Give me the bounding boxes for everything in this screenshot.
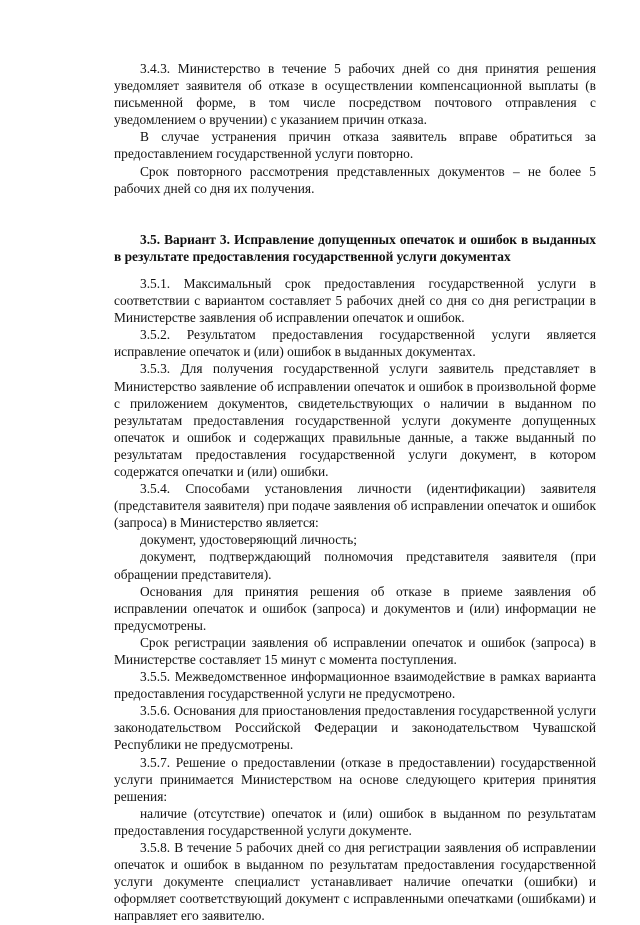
paragraph-3-5-4-identity-doc: документ, удостоверяющий личность;	[140, 532, 357, 548]
heading-spacer	[114, 265, 596, 275]
paragraph-3-5-5: 3.5.5. Межведомственное информационное взаимодействие в рамках варианта предоставления государственной услуги не предусмотрено.	[114, 669, 596, 702]
paragraph-3-5-4-authority-doc: документ, подтверждающий полномочия представителя заявителя (при обращении представителя).	[114, 549, 596, 582]
paragraph-3-5-4: 3.5.4. Способами установления личности (идентификации) заявителя (представителя заявителя) при подаче заявления об исправлении опечаток и ошибок (запроса) в Министерство является:	[114, 481, 596, 531]
paragraph-3-5-4-registration-term: Срок регистрации заявления об исправлении опечаток и ошибок (запроса) в Министерстве составляет 15 минут с момента поступления.	[114, 634, 596, 667]
section-3-5-body	[114, 275, 596, 925]
paragraph-3-5-3: 3.5.3. Для получения государственной услуги заявитель представляет в Министерство заявление об исправлении опечаток и ошибок в произвольной форме с приложением документов, свидетельствующих о наличии в выданном по результатам предоставления государственной услуги документе допущенных опечаток и ошибок и содержащих правильные данные, а также выданный по результатам предоставления государственной услуги документ, в котором содержатся опечатки и (или) ошибки.	[114, 361, 596, 479]
paragraph-3-4-3-reapply: В случае устранения причин отказа заявитель вправе обратиться за предоставлением государственной услуги повторно.	[114, 129, 596, 162]
paragraph-3-4-3-notice: 3.4.3. Министерство в течение 5 рабочих дней со дня принятия решения уведомляет заявителя об отказе в осуществлении компенсационной выплаты (в письменной форме, в том числе посредством почтового отправления с уведомлением о вручении) с указанием причин отказа.	[114, 61, 596, 128]
paragraph-3-5-1: 3.5.1. Максимальный срок предоставления государственной услуги в соответствии с вариантом составляет 5 рабочих дней со дня со дня регистрации в Министерстве заявления об исправлении опечаток и ошибок.	[114, 275, 596, 326]
section-spacer	[114, 197, 596, 231]
paragraph-3-5-7: 3.5.7. Решение о предоставлении (отказе в предоставлении) государственной услуги принимается Министерством на основе следующего критерия принятия решения:	[114, 754, 596, 804]
paragraph-3-5-4-refusal-grounds: Основания для принятия решения об отказе в приеме заявления об исправлении опечаток и ошибок (запроса) и документов и (или) информации не предусмотрены.	[114, 583, 596, 633]
paragraph-3-5-2: 3.5.2. Результатом предоставления государственной услуги является исправление опечаток и (или) ошибок в выданных документах.	[114, 327, 596, 360]
section-3-4-3	[114, 60, 596, 197]
paragraph-3-5-6: 3.5.6. Основания для приостановления предоставления государственной услуги законодательством Российской Федерации и законодательством Чувашской Республики не предусмотрены.	[114, 703, 596, 753]
paragraph-3-5-7-criterion: наличие (отсутствие) опечаток и (или) ошибок в выданном по результатам предоставления государственной услуги документе.	[114, 805, 596, 838]
paragraph-3-5-8: 3.5.8. В течение 5 рабочих дней со дня регистрации заявления об исправлении опечаток и ошибок в выданном по результатам предоставления государственной услуги документе специалист устанавливает наличие опечатки (ошибки) и оформляет соответствующий документ с исправленными опечатками (ошибками) и направляет его заявителю.	[114, 840, 596, 924]
section-3-5-heading: 3.5. Вариант 3. Исправление допущенных опечаток и ошибок в выданных в результате предоставления государственной услуги документах	[114, 231, 596, 264]
paragraph-3-4-3-review-term: Срок повторного рассмотрения представленных документов – не более 5 рабочих дней со дня их получения.	[114, 163, 596, 196]
